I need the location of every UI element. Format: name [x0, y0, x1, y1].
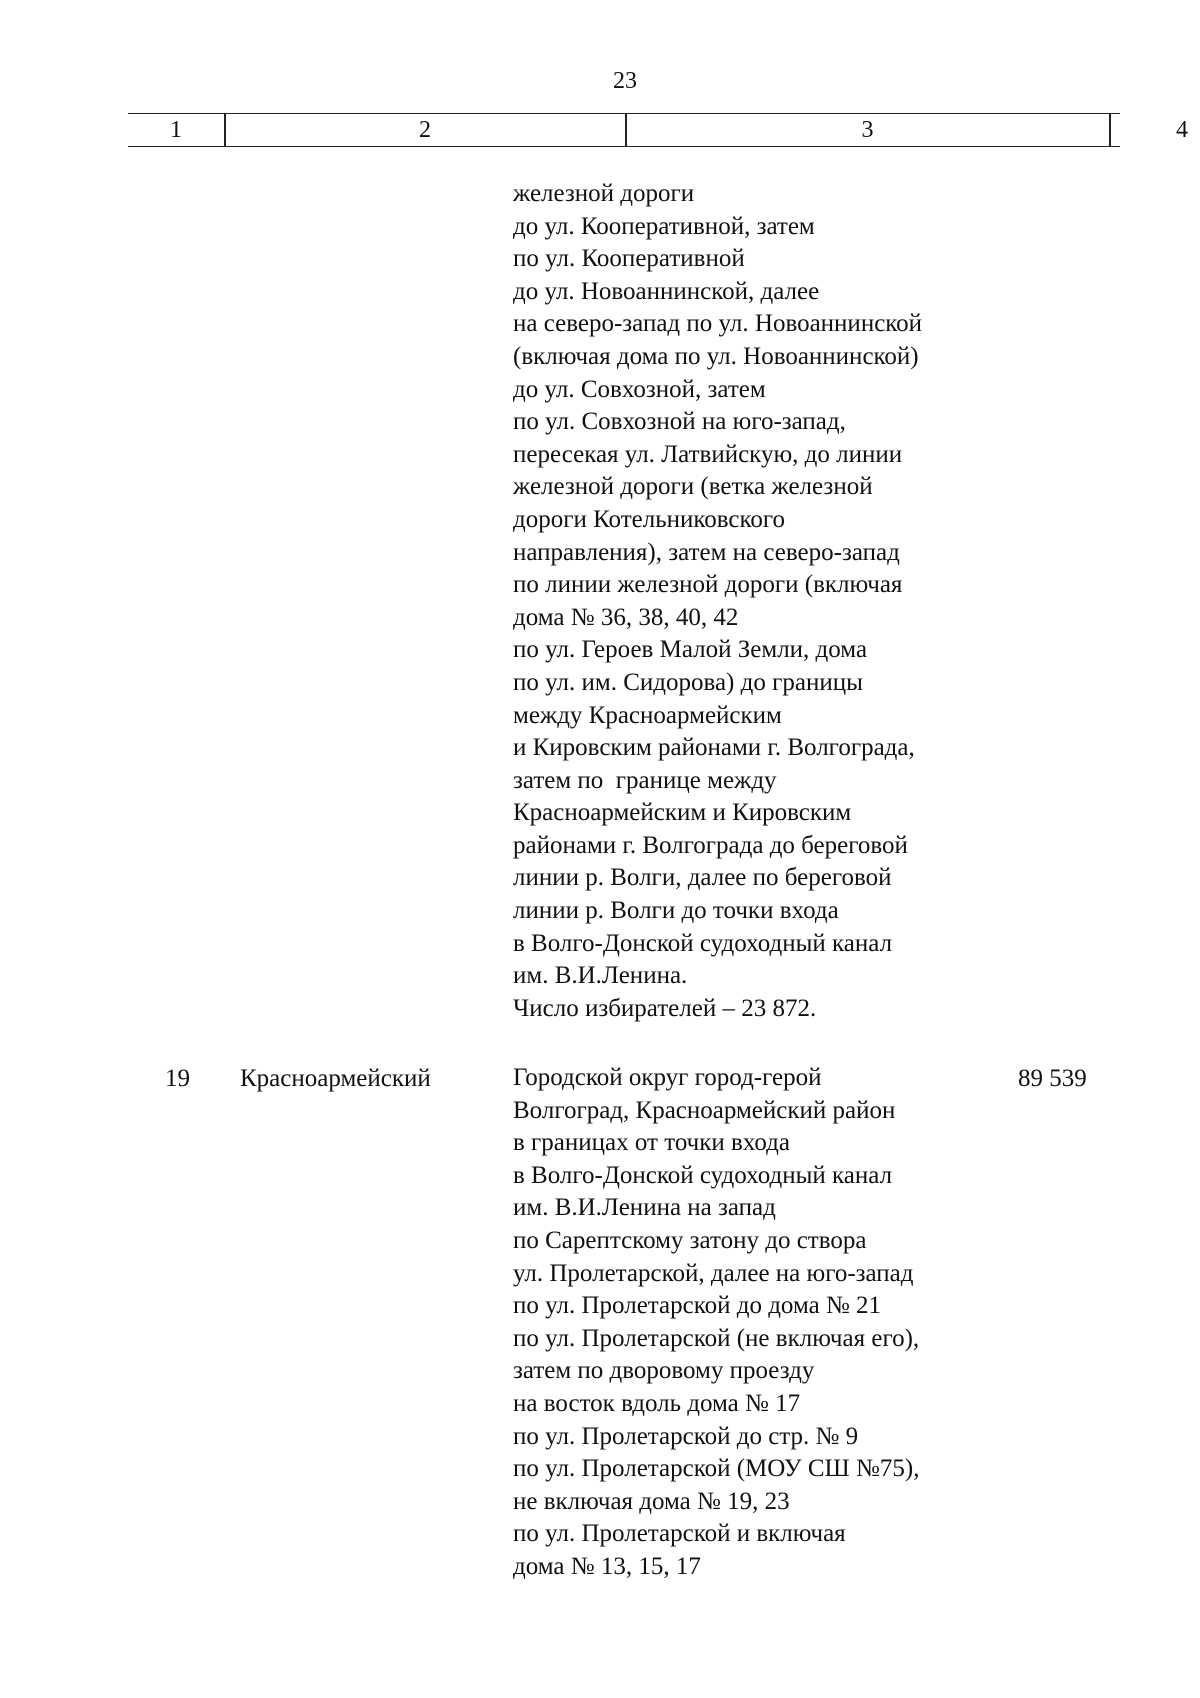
text-line: железной дороги (ветка железной [513, 473, 873, 501]
text-line: пересекая ул. Латвийскую, до линии [513, 440, 903, 468]
text-line: ул. Пролетарской, далее на юго-запад [513, 1259, 914, 1287]
text-line: затем по дворовому проезду [513, 1357, 815, 1385]
text-line: дома № 36, 38, 40, 42 [513, 603, 739, 631]
text-line: по линии железной дороги (включая [513, 571, 903, 599]
text-line: в Волго-Донской судоходный канал [513, 929, 893, 957]
header-col-2: 2 [419, 117, 431, 143]
text-line: по ул. Кооперативной [513, 245, 745, 273]
text-line: на восток вдоль дома № 17 [513, 1389, 801, 1417]
text-line: дороги Котельниковского [513, 505, 785, 533]
text-line: не включая дома № 19, 23 [513, 1487, 790, 1515]
text-line: по ул. Пролетарской до дома № 21 [513, 1292, 882, 1320]
text-line: до ул. Новоаннинской, далее [513, 277, 820, 305]
text-line: и Кировским районами г. Волгограда, [513, 734, 915, 762]
text-line: Число избирателей – 23 872. [513, 994, 817, 1022]
text-line: по ул. им. Сидорова) до границы [513, 668, 863, 696]
text-line: между Красноармейским [513, 701, 782, 729]
text-line: железной дороги [513, 180, 695, 207]
text-line: по ул. Совхозной на юго-запад, [513, 408, 846, 436]
table-header [128, 113, 1188, 147]
page-number: 23 [613, 68, 637, 94]
text-line: на северо-запад по ул. Новоаннинской [513, 310, 923, 338]
header-col-4: 4 [1176, 117, 1188, 143]
text-line: дома № 13, 15, 17 [513, 1552, 701, 1580]
header-col-3: 3 [861, 117, 874, 143]
text-line: Городской округ город-герой [513, 1064, 822, 1091]
text-line: по ул. Пролетарской и включая [513, 1520, 846, 1548]
district-boundary-description [513, 1062, 919, 1584]
text-line: направления), затем на северо-запад [513, 538, 900, 566]
text-line: по ул. Пролетарской до стр. № 9 [513, 1422, 859, 1450]
text-line: Волгоград, Красноармейский район [513, 1096, 896, 1124]
text-line: по ул. Пролетарской (не включая его), [513, 1324, 920, 1352]
text-line: затем по границе между [513, 766, 777, 794]
text-line: до ул. Кооперативной, затем [513, 212, 815, 240]
text-line: по ул. Героев Малой Земли, дома [513, 636, 868, 664]
header-col-1: 1 [170, 117, 182, 143]
text-line: по Сарептскому затону до створа [513, 1226, 867, 1254]
district-name: Красноармейский [240, 1065, 431, 1092]
text-line: Красноармейским и Кировским [513, 799, 852, 827]
text-line: в Волго-Донской судоходный канал [513, 1161, 893, 1189]
text-line: (включая дома по ул. Новоаннинской) [513, 342, 919, 370]
text-line: линии р. Волги, далее по береговой [513, 864, 892, 892]
text-line: в границах от точки входа [513, 1129, 790, 1157]
text-line: районами г. Волгограда до береговой [513, 831, 908, 859]
text-line: им. В.И.Ленина. [513, 962, 688, 990]
voter-count: 89 539 [1018, 1065, 1087, 1092]
text-line: по ул. Пролетарской (МОУ СШ №75), [513, 1455, 920, 1483]
text-line: линии р. Волги до точки входа [513, 897, 839, 925]
continuation-description [513, 178, 922, 1025]
text-line: им. В.И.Ленина на запад [513, 1194, 776, 1222]
text-line: до ул. Совхозной, затем [513, 375, 766, 403]
row-number: 19 [165, 1065, 190, 1092]
